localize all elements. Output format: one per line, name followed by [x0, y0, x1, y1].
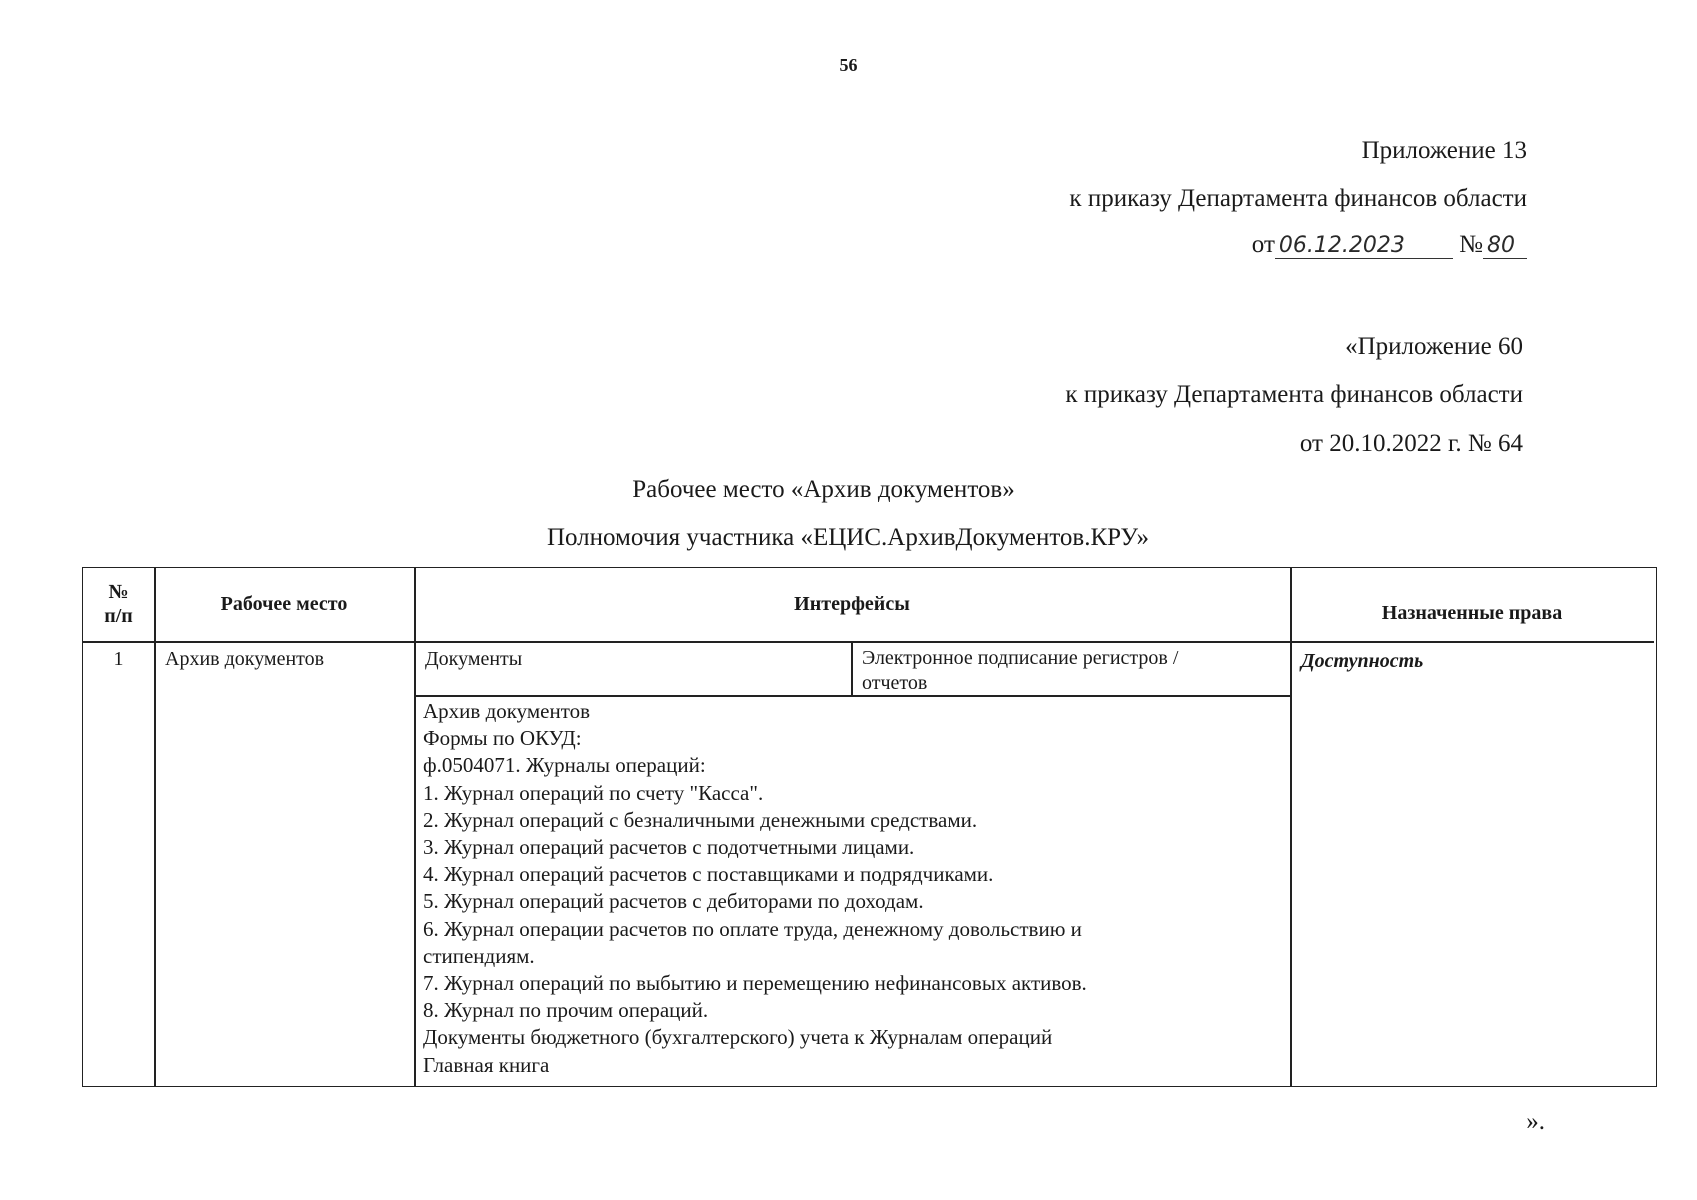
authority-heading: Полномочия участника «ЕЦИС.АрхивДокументов.КРУ» [546, 524, 1150, 551]
table-divider [1290, 568, 1292, 1086]
list-item: 3. Журнал операций расчетов с подотчетными лицами. [423, 835, 915, 860]
list-item: ф.0504071. Журналы операций: [423, 753, 706, 778]
header-rights: Назначенные права [1381, 602, 1563, 624]
appendix-order-reference: к приказу Департамента финансов области [1069, 185, 1527, 212]
list-item: 7. Журнал операций по выбытию и перемещению нефинансовых активов. [423, 971, 1087, 996]
list-item: 2. Журнал операций с безналичными денежными средствами. [423, 807, 978, 832]
header-number [83, 580, 154, 628]
list-item: Документы бюджетного (бухгалтерского) учета к Журналам операций [423, 1025, 1053, 1050]
list-item: 6. Журнал операции расчетов по оплате труда, денежному довольствию и [423, 916, 1082, 941]
archive-content-list [423, 698, 1087, 1079]
handwritten-number: 80 [1483, 234, 1527, 259]
previous-appendix-order-reference: к приказу Департамента финансов области [1065, 381, 1523, 408]
appendix-date-line [1252, 232, 1527, 259]
list-item: стипендиям. [423, 943, 535, 968]
previous-appendix-date-line: от 20.10.2022 г. № 64 [1299, 430, 1523, 457]
list-item: 8. Журнал по прочим операций. [423, 998, 709, 1023]
table-divider [83, 641, 1654, 643]
list-item: 4. Журнал операций расчетов с поставщиками и подрядчиками. [423, 862, 994, 887]
list-item: 5. Журнал операций расчетов с дебиторами по доходам. [423, 889, 924, 914]
appendix-title: Приложение 13 [1361, 137, 1527, 164]
number-prefix: № [1459, 231, 1483, 258]
table-divider [154, 568, 156, 1086]
table-divider [414, 568, 416, 1086]
date-prefix: от [1251, 231, 1275, 258]
row-interface-documents: Документы [425, 648, 523, 670]
header-number-line-2: п/п [104, 605, 133, 627]
table-divider [851, 642, 853, 696]
signing-line-2: отчетов [862, 672, 928, 694]
page-number: 56 [839, 55, 858, 75]
row-rights: Доступность [1301, 650, 1424, 672]
row-workplace: Архив документов [165, 648, 325, 670]
header-workplace: Рабочее место [220, 593, 348, 615]
list-item: Формы по ОКУД: [423, 726, 582, 751]
row-interface-signing [862, 646, 1178, 696]
list-item: Архив документов [423, 699, 591, 723]
handwritten-date: 06.12.2023 [1275, 234, 1453, 259]
signing-line-1: Электронное подписание регистров / [862, 647, 1179, 669]
row-number: 1 [113, 648, 124, 670]
list-item: Главная книга [423, 1052, 550, 1077]
previous-appendix-title: «Приложение 60 [1345, 333, 1523, 360]
header-number-line-1: № [108, 581, 129, 603]
closing-quote-mark: ». [1526, 1108, 1545, 1135]
header-interfaces: Интерфейсы [794, 593, 910, 615]
workplace-heading: Рабочее место «Архив документов» [632, 476, 1015, 503]
list-item: 1. Журнал операций по счету "Касса". [423, 780, 764, 805]
permissions-table [82, 567, 1657, 1087]
